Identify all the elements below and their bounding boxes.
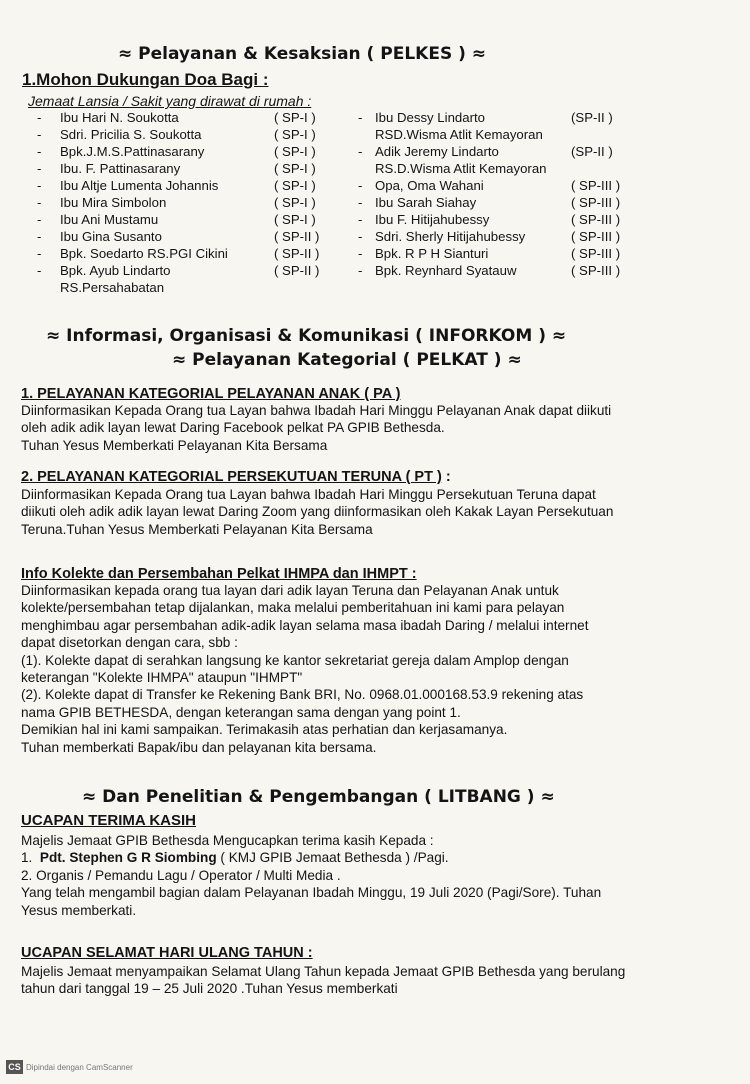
text-line: Tuhan memberkati Bapak/ibu dan pelayanan kita bersama. bbox=[21, 739, 377, 755]
pelkes-header: ≈ Pelayanan & Kesaksian ( PELKES ) ≈ bbox=[118, 44, 487, 64]
pelkat-header: ≈ Pelayanan Kategorial ( PELKAT ) ≈ bbox=[172, 350, 522, 370]
member-name: Bpk.J.M.S.Pattinasarany bbox=[60, 144, 205, 159]
hospital-note: RS.Persahabatan bbox=[60, 280, 165, 295]
prayer-list-item bbox=[358, 195, 658, 212]
sector-label: ( SP-III ) bbox=[571, 212, 621, 227]
bullet-dash: - bbox=[358, 229, 363, 244]
pt-body bbox=[21, 486, 613, 538]
bullet-dash: - bbox=[37, 110, 42, 125]
member-name: Sdri. Pricilia S. Soukotta bbox=[60, 127, 202, 142]
sector-label: ( SP-I ) bbox=[274, 127, 316, 142]
text-line: Majelis Jemaat menyampaikan Selamat Ulang Tahun kepada Jemaat GPIB Bethesda yang berulang bbox=[21, 964, 626, 979]
prayer-list-item bbox=[358, 229, 658, 246]
bullet-dash: - bbox=[37, 161, 42, 176]
text-line: diikuti oleh adik adik layan lewat Daring Zoom yang diinformasikan oleh Kakak Layan Persekutuan bbox=[21, 504, 614, 520]
member-name: Ibu Dessy Lindarto bbox=[375, 110, 485, 125]
sector-label: ( SP-I ) bbox=[274, 195, 316, 210]
camscanner-logo-icon: CS bbox=[6, 1060, 23, 1074]
sector-label: ( SP-II ) bbox=[274, 246, 320, 261]
text-line: Yesus memberkati. bbox=[21, 902, 137, 918]
prayer-list-item bbox=[37, 144, 357, 161]
kolekte-body bbox=[21, 582, 588, 756]
prayer-list-item bbox=[37, 127, 357, 144]
bullet-dash: - bbox=[37, 212, 42, 227]
prayer-list-item bbox=[37, 178, 357, 195]
prayer-list-item bbox=[37, 161, 357, 178]
bullet-dash: - bbox=[358, 110, 363, 125]
hospital-note: RSD.Wisma Atlit Kemayoran bbox=[375, 127, 543, 142]
member-name: Bpk. Ayub Lindarto bbox=[60, 263, 171, 278]
sector-label: (SP-II ) bbox=[571, 110, 613, 125]
sector-label: (SP-II ) bbox=[571, 144, 613, 159]
watermark-text: Dipindai dengan CamScanner bbox=[26, 1063, 133, 1072]
ulang-tahun-title: UCAPAN SELAMAT HARI ULANG TAHUN : bbox=[21, 945, 313, 961]
text-line: keterangan "Kolekte IHMPA" ataupun "IHMPT" bbox=[21, 670, 303, 686]
pa-body bbox=[21, 402, 611, 454]
sector-label: ( SP-I ) bbox=[274, 178, 316, 193]
text-line: menghimbau agar persembahan adik-adik layan selama masa ibadah Daring / melalui internet bbox=[21, 617, 589, 633]
prayer-list-item bbox=[37, 229, 357, 246]
bullet-dash: - bbox=[358, 212, 363, 227]
inforkom-header: ≈ Informasi, Organisasi & Komunikasi ( INFORKOM ) ≈ bbox=[46, 326, 567, 346]
member-name: Bpk. R P H Sianturi bbox=[375, 246, 489, 261]
prayer-list-item bbox=[37, 195, 357, 212]
text-line: Majelis Jemaat GPIB Bethesda Mengucapkan terima kasih Kepada : bbox=[21, 833, 434, 848]
thanks-item-rest: ( KMJ GPIB Jemaat Bethesda ) /Pagi. bbox=[216, 850, 449, 866]
litbang-header: ≈ Dan Penelitian & Pengembangan ( LITBANG ) ≈ bbox=[82, 787, 555, 807]
ulang-tahun-body bbox=[21, 963, 625, 998]
pt-title-colon: : bbox=[441, 469, 451, 485]
text-line: (1). Kolekte dapat di serahkan langsung ke kantor sekretariat gereja dalam Amplop dengan bbox=[21, 652, 569, 668]
terima-kasih-title: UCAPAN TERIMA KASIH bbox=[21, 812, 196, 829]
sector-label: ( SP-III ) bbox=[571, 195, 621, 210]
bullet-dash: - bbox=[37, 263, 42, 278]
prayer-list-item bbox=[358, 144, 658, 178]
member-name: Sdri. Sherly Hitijahubessy bbox=[375, 229, 526, 244]
member-name: Ibu Mira Simbolon bbox=[60, 195, 167, 210]
sector-label: ( SP-III ) bbox=[571, 263, 621, 278]
text-line: tahun dari tanggal 19 – 25 Juli 2020 .Tuhan Yesus memberkati bbox=[21, 981, 398, 997]
bullet-dash: - bbox=[37, 195, 42, 210]
prayer-list-item bbox=[37, 263, 357, 297]
sector-label: ( SP-III ) bbox=[571, 229, 621, 244]
sector-label: ( SP-I ) bbox=[274, 144, 316, 159]
member-name: Ibu Hari N. Soukotta bbox=[60, 110, 179, 125]
hospital-note: RS.D.Wisma Atlit Kemayoran bbox=[375, 161, 547, 176]
prayer-subtitle: Jemaat Lansia / Sakit yang dirawat di rumah : bbox=[28, 93, 312, 109]
terima-kasih-body bbox=[21, 832, 601, 919]
bullet-dash: - bbox=[37, 144, 42, 159]
sector-label: ( SP-I ) bbox=[274, 212, 316, 227]
member-name: Ibu Sarah Siahay bbox=[375, 195, 477, 210]
sector-label: ( SP-III ) bbox=[571, 246, 621, 261]
member-name: Ibu Ani Mustamu bbox=[60, 212, 159, 227]
text-line: Teruna.Tuhan Yesus Memberkati Pelayanan Kita Bersama bbox=[21, 521, 373, 537]
pt-title-text: 2. PELAYANAN KATEGORIAL PERSEKUTUAN TERUNA ( PT ) bbox=[21, 469, 442, 485]
sector-label: ( SP-I ) bbox=[274, 110, 316, 125]
member-name: Ibu Gina Susanto bbox=[60, 229, 162, 244]
text-line: kolekte/persembahan tetap dijalankan, maka melalui pemberitahuan ini kami para pelayan bbox=[21, 600, 565, 616]
bullet-dash: - bbox=[358, 178, 363, 193]
bullet-dash: - bbox=[358, 263, 363, 278]
bullet-dash: - bbox=[358, 195, 363, 210]
text-line: dapat disetorkan dengan cara, sbb : bbox=[21, 635, 238, 651]
bullet-dash: - bbox=[37, 127, 42, 142]
thanks-item-1 bbox=[21, 849, 601, 866]
text-line: nama GPIB BETHESDA, dengan keterangan sama dengan yang point 1. bbox=[21, 704, 461, 720]
item-number: 1. bbox=[21, 850, 33, 866]
bullet-dash: - bbox=[37, 229, 42, 244]
sector-label: ( SP-I ) bbox=[274, 161, 316, 176]
prayer-title: 1.Mohon Dukungan Doa Bagi : bbox=[22, 70, 269, 89]
prayer-list-item bbox=[358, 263, 658, 280]
member-name: Ibu. F. Pattinasarany bbox=[60, 161, 181, 176]
text-line: Diinformasikan Kepada Orang tua Layan bahwa Ibadah Hari Minggu Persekutuan Teruna dapat bbox=[21, 487, 596, 502]
thanks-item-2: 2. Organis / Pemandu Lagu / Operator / Multi Media . bbox=[21, 867, 341, 883]
kolekte-title: Info Kolekte dan Persembahan Pelkat IHMPA dan IHMPT : bbox=[21, 566, 417, 582]
text-line: (2). Kolekte dapat di Transfer ke Rekening Bank BRI, No. 0968.01.000168.53.9 rekening atas bbox=[21, 687, 584, 703]
prayer-list-item bbox=[358, 110, 658, 144]
text-line: Yang telah mengambil bagian dalam Pelayanan Ibadah Minggu, 19 Juli 2020 (Pagi/Sore). Tuhan bbox=[21, 885, 602, 901]
thanks-pastor-name: Pdt. Stephen G R Siombing bbox=[39, 850, 217, 866]
text-line: Tuhan Yesus Memberkati Pelayanan Kita Bersama bbox=[21, 437, 328, 453]
bullet-dash: - bbox=[37, 246, 42, 261]
member-name: Adik Jeremy Lindarto bbox=[375, 144, 499, 159]
member-name: Ibu Altje Lumenta Johannis bbox=[60, 178, 219, 193]
bullet-dash: - bbox=[358, 246, 363, 261]
pa-title: 1. PELAYANAN KATEGORIAL PELAYANAN ANAK ( PA ) bbox=[21, 386, 401, 402]
member-name: Bpk. Soedarto RS.PGI Cikini bbox=[60, 246, 228, 261]
pt-title bbox=[21, 469, 451, 485]
prayer-list-item bbox=[37, 110, 357, 127]
prayer-list-item bbox=[358, 212, 658, 229]
scanner-watermark bbox=[6, 1060, 133, 1074]
member-name: Opa, Oma Wahani bbox=[375, 178, 484, 193]
bullet-dash: - bbox=[37, 178, 42, 193]
prayer-list-item bbox=[358, 178, 658, 195]
member-name: Bpk. Reynhard Syatauw bbox=[375, 263, 517, 278]
sector-label: ( SP-II ) bbox=[274, 229, 320, 244]
text-line: Demikian hal ini kami sampaikan. Terimakasih atas perhatian dan kerjasamanya. bbox=[21, 722, 508, 738]
prayer-list-item bbox=[358, 246, 658, 263]
prayer-list-item bbox=[37, 246, 357, 263]
member-name: Ibu F. Hitijahubessy bbox=[375, 212, 490, 227]
prayer-list-left bbox=[37, 110, 357, 300]
sector-label: ( SP-II ) bbox=[274, 263, 320, 278]
text-line: Diinformasikan Kepada Orang tua Layan bahwa Ibadah Hari Minggu Pelayanan Anak dapat diikuti bbox=[21, 403, 612, 418]
text-line: oleh adik adik layan lewat Daring Facebook pelkat PA GPIB Bethesda. bbox=[21, 420, 445, 436]
prayer-list-right bbox=[358, 110, 658, 280]
bullet-dash: - bbox=[358, 144, 363, 159]
text-line: Diinformasikan kepada orang tua layan dari adik layan Teruna dan Pelayanan Anak untuk bbox=[21, 583, 559, 598]
prayer-list-item bbox=[37, 212, 357, 229]
sector-label: ( SP-III ) bbox=[571, 178, 621, 193]
